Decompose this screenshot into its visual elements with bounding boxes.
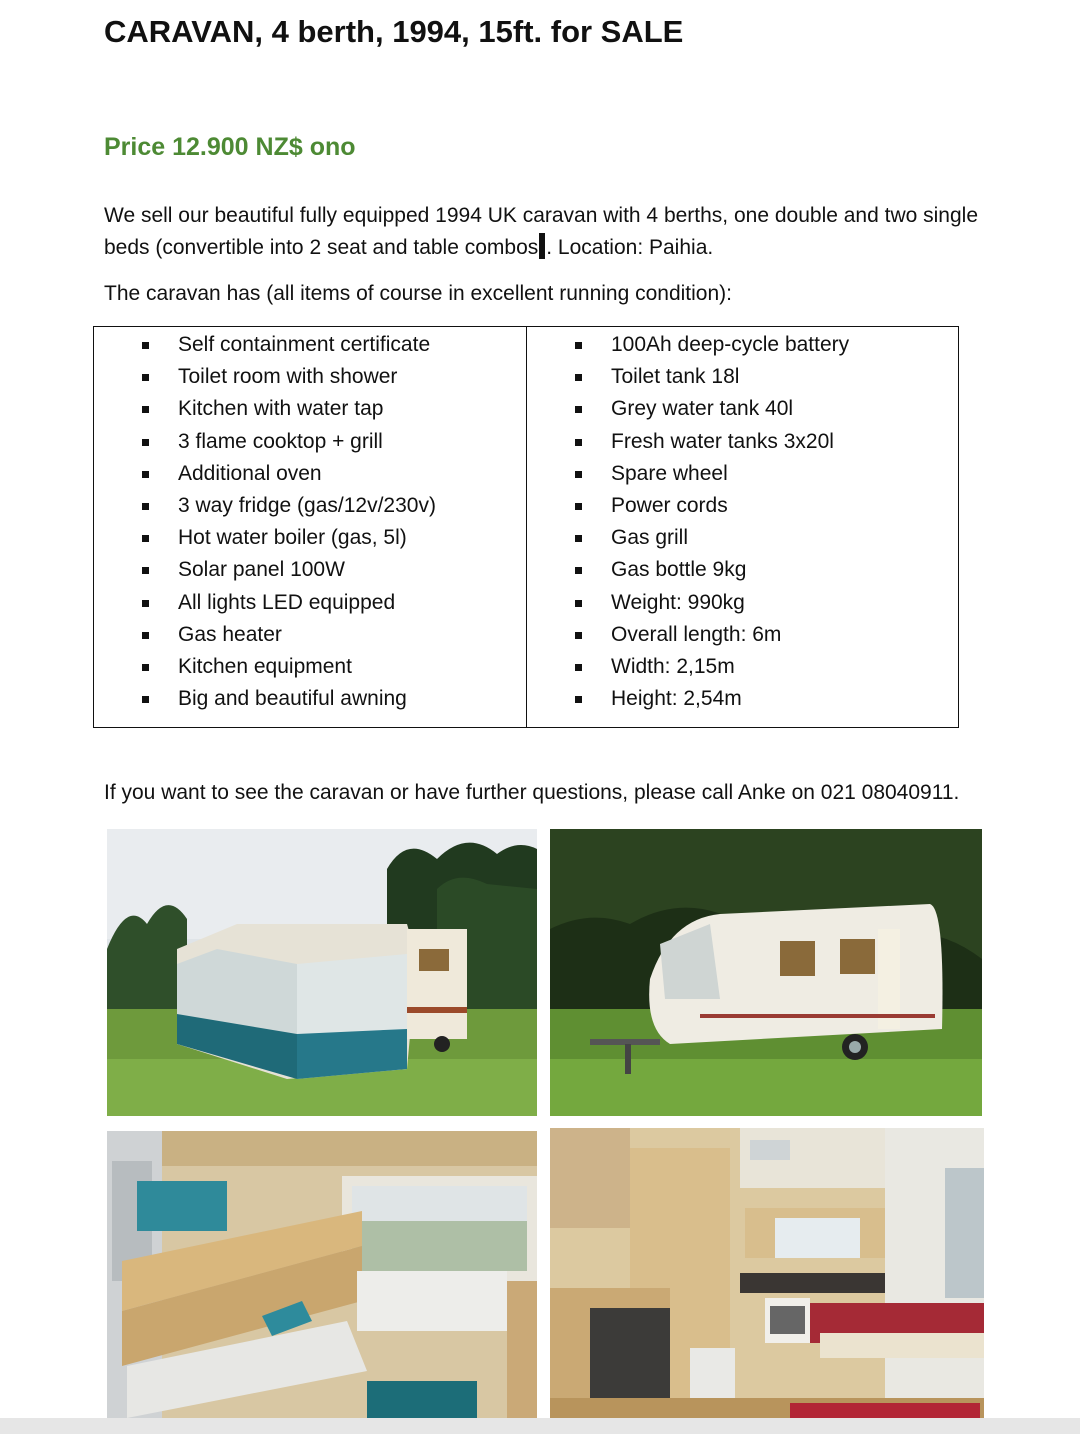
items-intro-text: The caravan has (all items of course in excellent running condition): bbox=[104, 282, 732, 305]
bullet-icon bbox=[142, 342, 149, 349]
photo-caravan-awning bbox=[107, 829, 537, 1116]
bullet-icon bbox=[142, 567, 149, 574]
bullet-icon bbox=[142, 471, 149, 478]
intro-text-part2: . Location: Paihia. bbox=[546, 236, 714, 259]
feature-right-item-label: Width: 2,15m bbox=[611, 654, 735, 678]
page-title: CARAVAN, 4 berth, 1994, 15ft. for SALE bbox=[104, 14, 684, 49]
feature-left-item-label: Kitchen equipment bbox=[178, 654, 352, 678]
text-cursor bbox=[539, 233, 545, 259]
feature-left-item bbox=[94, 426, 526, 458]
photo-interior-kitchen bbox=[550, 1128, 984, 1418]
feature-right-item-label: Spare wheel bbox=[611, 461, 728, 485]
feature-left-item-label: All lights LED equipped bbox=[178, 590, 396, 614]
bullet-icon bbox=[575, 342, 582, 349]
feature-right-item-label: Overall length: 6m bbox=[611, 622, 782, 646]
price-heading: Price 12.900 NZ$ ono bbox=[104, 133, 356, 161]
feature-right-item-label: Grey water tank 40l bbox=[611, 397, 794, 421]
bullet-icon bbox=[575, 406, 582, 413]
feature-left-item bbox=[94, 651, 526, 683]
feature-right-item bbox=[527, 554, 958, 586]
feature-left-item bbox=[94, 619, 526, 651]
bullet-icon bbox=[575, 374, 582, 381]
feature-left-item bbox=[94, 522, 526, 554]
features-table bbox=[93, 326, 959, 728]
features-column-left bbox=[94, 327, 526, 727]
feature-right-item bbox=[527, 651, 958, 683]
intro-paragraph bbox=[104, 200, 1004, 264]
page-bottom-edge bbox=[0, 1418, 1080, 1434]
bullet-icon bbox=[142, 632, 149, 639]
bullet-icon bbox=[142, 696, 149, 703]
feature-left-item bbox=[94, 554, 526, 586]
feature-left-item-label: 3 flame cooktop + grill bbox=[178, 429, 383, 453]
feature-left-item bbox=[94, 490, 526, 522]
feature-left-item-label: Self containment certificate bbox=[178, 333, 431, 356]
feature-left-item bbox=[94, 683, 526, 715]
feature-left-item bbox=[94, 587, 526, 619]
bullet-icon bbox=[575, 503, 582, 510]
bullet-icon bbox=[142, 535, 149, 542]
feature-right-item-label: Weight: 990kg bbox=[611, 590, 745, 614]
feature-left-item-label: Gas heater bbox=[178, 622, 282, 646]
feature-right-item-label: Gas grill bbox=[611, 526, 689, 550]
feature-left-item-label: Solar panel 100W bbox=[178, 558, 345, 582]
feature-left-item bbox=[94, 329, 526, 361]
feature-right-item-label: Gas bottle 9kg bbox=[611, 558, 747, 582]
bullet-icon bbox=[575, 600, 582, 607]
feature-right-item-label: 100Ah deep-cycle battery bbox=[611, 333, 850, 356]
bullet-icon bbox=[142, 600, 149, 607]
feature-right-item bbox=[527, 329, 958, 361]
bullet-icon bbox=[142, 374, 149, 381]
feature-left-item bbox=[94, 393, 526, 425]
contact-text: If you want to see the caravan or have further questions, please call Anke on 021 08040911. bbox=[104, 781, 960, 804]
bullet-icon bbox=[575, 535, 582, 542]
feature-right-item-label: Fresh water tanks 3x20l bbox=[611, 429, 834, 453]
bullet-icon bbox=[575, 664, 582, 671]
bullet-icon bbox=[142, 503, 149, 510]
feature-right-item bbox=[527, 522, 958, 554]
feature-right-item bbox=[527, 426, 958, 458]
feature-right-item-label: Power cords bbox=[611, 493, 728, 517]
feature-right-item bbox=[527, 490, 958, 522]
bullet-icon bbox=[142, 664, 149, 671]
bullet-icon bbox=[575, 567, 582, 574]
bullet-icon bbox=[142, 439, 149, 446]
feature-left-item-label: Big and beautiful awning bbox=[178, 687, 407, 711]
features-list-right bbox=[527, 329, 958, 715]
feature-right-item bbox=[527, 361, 958, 393]
bullet-icon bbox=[575, 471, 582, 478]
intro-text-part1: We sell our beautiful fully equipped 1994 UK caravan with 4 berths, one double and two single beds (convertible into 2 seat and table combos bbox=[104, 204, 979, 259]
photo-interior-bunks bbox=[107, 1131, 537, 1418]
feature-left-item-label: Toilet room with shower bbox=[178, 365, 398, 389]
feature-left-item-label: Hot water boiler (gas, 5l) bbox=[178, 526, 407, 550]
bullet-icon bbox=[575, 632, 582, 639]
bullet-icon bbox=[142, 406, 149, 413]
features-column-right bbox=[526, 327, 958, 727]
bullet-icon bbox=[575, 439, 582, 446]
feature-right-item bbox=[527, 393, 958, 425]
feature-left-item-label: 3 way fridge (gas/12v/230v) bbox=[178, 493, 436, 517]
features-list-left bbox=[94, 329, 526, 715]
feature-right-item-label: Toilet tank 18l bbox=[611, 365, 740, 389]
feature-right-item bbox=[527, 619, 958, 651]
feature-left-item-label: Kitchen with water tap bbox=[178, 397, 384, 421]
feature-right-item bbox=[527, 458, 958, 490]
bullet-icon bbox=[575, 696, 582, 703]
feature-left-item bbox=[94, 361, 526, 393]
feature-right-item bbox=[527, 587, 958, 619]
feature-right-item-label: Height: 2,54m bbox=[611, 687, 742, 711]
feature-left-item-label: Additional oven bbox=[178, 461, 322, 485]
feature-left-item bbox=[94, 458, 526, 490]
photo-caravan-exterior bbox=[550, 829, 982, 1116]
feature-right-item bbox=[527, 683, 958, 715]
